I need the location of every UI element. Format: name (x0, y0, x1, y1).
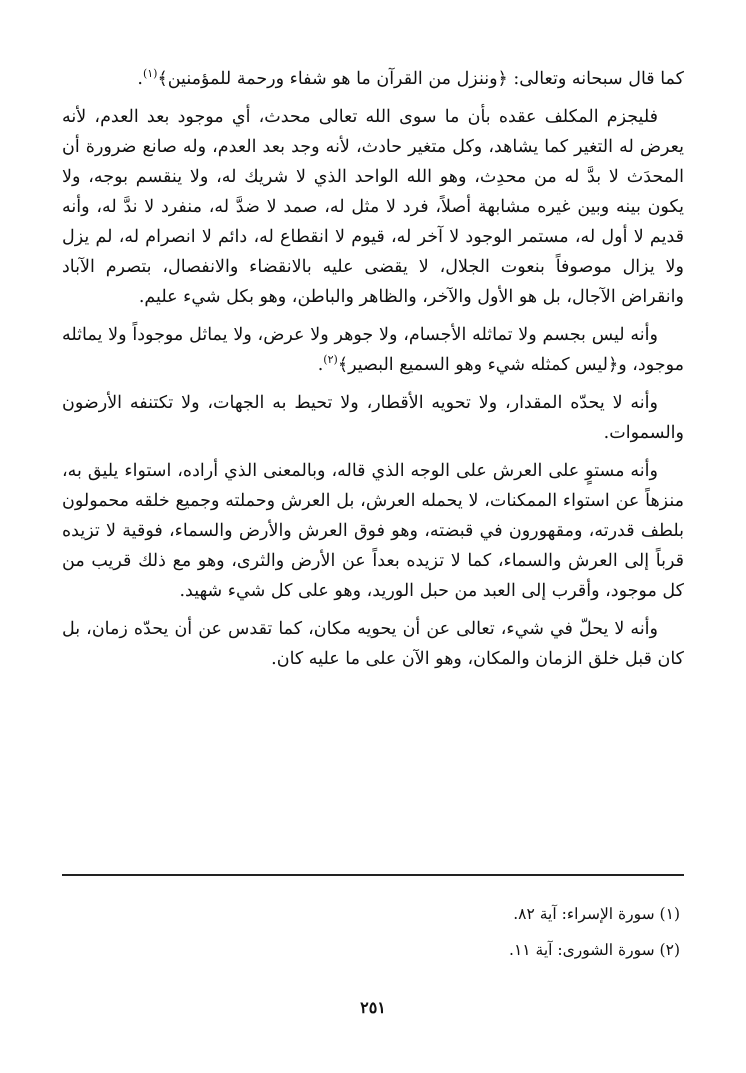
paragraph-2: فليجزم المكلف عقده بأن ما سوى الله تعالى محدث، أي موجود بعد العدم، لأنه يعرض له التغير كما يشاهد، وكل متغير حادث، لأنه وجد بعد العدم، وله صانع ضرورة أن المحدَث لا بدَّ له من محدِث، وهو الله الواحد الذي لا شريك له، ولا ينقسم بوجه، ولا يكون بينه وبين غيره مشابهة أصلاً، فرد لا مثل له، صمد لا ضدَّ له، منفرد لا ندَّ له، وأنه قديم لا أول له، مستمر الوجود لا آخر له، قيوم لا انقطاع له، دائم لا انصرام له، لم يزل ولا يزال موصوفاً بنعوت الجلال، لا يقضى عليه بالانقضاء والانفصال، بتصرم الآباد وانقراض الآجال، بل هو الأول والآخر، والظاهر والباطن، وهو بكل شيء عليم. (62, 107, 684, 307)
footnote-1: (١) سورة الإسراء: آية ٨٢. (513, 905, 680, 923)
footnote-ref-1: (١) (142, 67, 158, 81)
footnotes (62, 896, 684, 968)
footnote-ref-2: (٢) (323, 353, 338, 367)
page-number: ٢٥١ (360, 998, 386, 1017)
paragraph-3: وأنه ليس بجسم ولا تماثله الأجسام، ولا جوهر ولا عرض، ولا يماثل موجوداً ولا يماثله موجود، و﴿ليس كمثله شيء وهو السميع البصير﴾$^{(٢)}$. (62, 325, 684, 375)
footnote-divider (62, 874, 684, 876)
paragraph-3-text: وأنه ليس بجسم ولا تماثله الأجسام، ولا جوهر ولا عرض، ولا يماثل موجوداً ولا يماثله موجود، و﴿ليس كمثله شيء وهو السميع البصير﴾ (62, 325, 684, 375)
book-page (62, 64, 684, 1044)
main-text (62, 64, 684, 674)
paragraph-4: وأنه لا يحدّه المقدار، ولا تحويه الأقطار، ولا تحيط به الجهات، ولا تكتنفه الأرضون والسموات. (62, 393, 684, 443)
paragraph-1: كما قال سبحانه وتعالى: ﴿وننزل من القرآن ما هو شفاء ورحمة للمؤمنين﴾$^{(١)}$. (137, 67, 684, 89)
footnote-2: (٢) سورة الشورى: آية ١١. (509, 941, 680, 959)
paragraph-5: وأنه مستوٍ على العرش على الوجه الذي قاله، وبالمعنى الذي أراده، استواء يليق به، منزهاً عن استواء الممكنات، لا يحمله العرش، بل العرش وحملته وجميع خلقه محمولون بلطف قدرته، ومقهورون في قبضته، وهو فوق العرش والأرض والسماء، فوقية لا تزيده قرباً إلى العرش والسماء، كما لا تزيده بعداً عن الأرض والثرى، وهو مع ذلك قريب من كل موجود، وأقرب إلى العبد من حبل الوريد، وهو على كل شيء شهيد. (62, 461, 684, 601)
paragraph-1-text: كما قال سبحانه وتعالى: ﴿وننزل من القرآن ما هو شفاء ورحمة للمؤمنين﴾ (157, 69, 684, 89)
paragraph-6: وأنه لا يحلّ في شيء، تعالى عن أن يحويه مكان، كما تقدس عن أن يحدّه زمان، بل كان قبل خلق الزمان والمكان، وهو الآن على ما عليه كان. (62, 619, 684, 669)
